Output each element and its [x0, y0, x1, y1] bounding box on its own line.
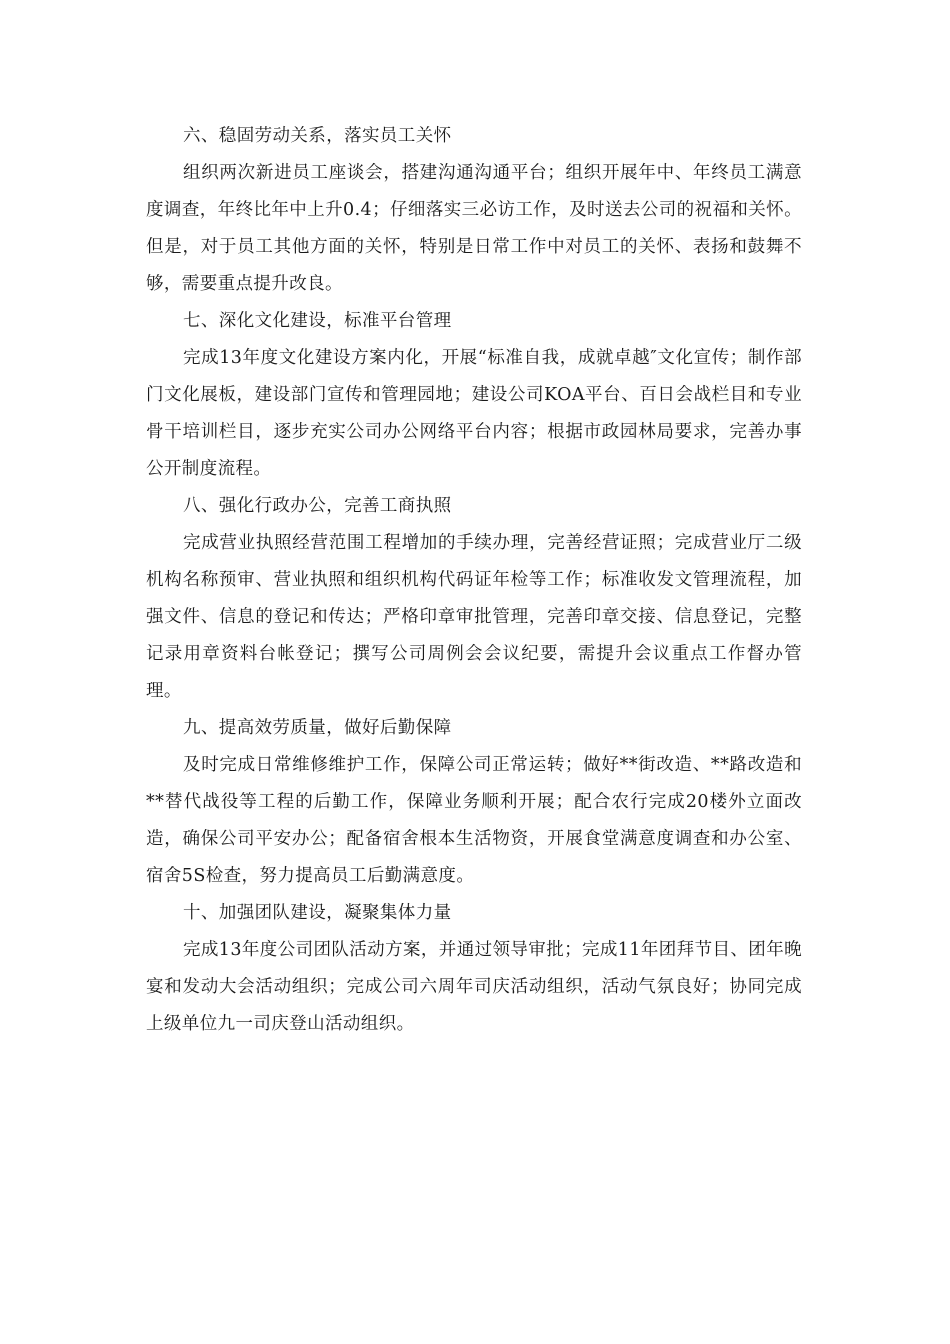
section-labor-relations	[146, 118, 802, 303]
section-logistics	[146, 710, 802, 895]
section-culture-building	[146, 303, 802, 488]
section-heading: 六、稳固劳动关系，落实员工关怀	[183, 126, 452, 146]
section-administration	[146, 488, 802, 710]
section-heading: 八、强化行政办公，完善工商执照	[183, 496, 452, 516]
section-body: 完成13年度文化建设方案内化，开展“标准自我，成就卓越″文化宣传；制作部门文化展板，建设部门宣传和管理园地；建设公司KOA平台、百日会战栏目和专业骨干培训栏目，逐步充实公司办公网络平台内容；根据市政园林局要求，完善办事公开制度流程。	[146, 348, 802, 479]
section-body: 完成营业执照经营范围工程增加的手续办理，完善经营证照；完成营业厅二级机构名称预审、营业执照和组织机构代码证年检等工作；标准收发文管理流程，加强文件、信息的登记和传达；严格印章审批管理，完善印章交接、信息登记，完整记录用章资料台帐登记；撰写公司周例会会议纪要，需提升会议重点工作督办管理。	[146, 533, 802, 701]
section-body: 及时完成日常维修维护工作，保障公司正常运转；做好**街改造、**路改造和**替代战役等工程的后勤工作，保障业务顺利开展；配合农行完成20楼外立面改造，确保公司平安办公；配备宿舍根本生活物资，开展食堂满意度调查和办公室、宿舍5S检查，努力提高员工后勤满意度。	[146, 755, 802, 886]
document-page	[146, 118, 802, 1043]
section-heading: 七、深化文化建设，标准平台管理	[183, 311, 452, 331]
section-heading: 十、加强团队建设，凝聚集体力量	[183, 903, 452, 923]
section-body: 组织两次新进员工座谈会，搭建沟通沟通平台；组织开展年中、年终员工满意度调查，年终比年中上升0.4；仔细落实三必访工作，及时送去公司的祝福和关怀。但是，对于员工其他方面的关怀，特别是日常工作中对员工的关怀、表扬和鼓舞不够，需要重点提升改良。	[146, 163, 802, 294]
section-heading: 九、提高效劳质量，做好后勤保障	[183, 718, 452, 738]
section-team-building	[146, 895, 802, 1043]
section-body: 完成13年度公司团队活动方案，并通过领导审批；完成11年团拜节目、团年晚宴和发动大会活动组织；完成公司六周年司庆活动组织，活动气氛良好；协同完成上级单位九一司庆登山活动组织。	[146, 940, 802, 1034]
